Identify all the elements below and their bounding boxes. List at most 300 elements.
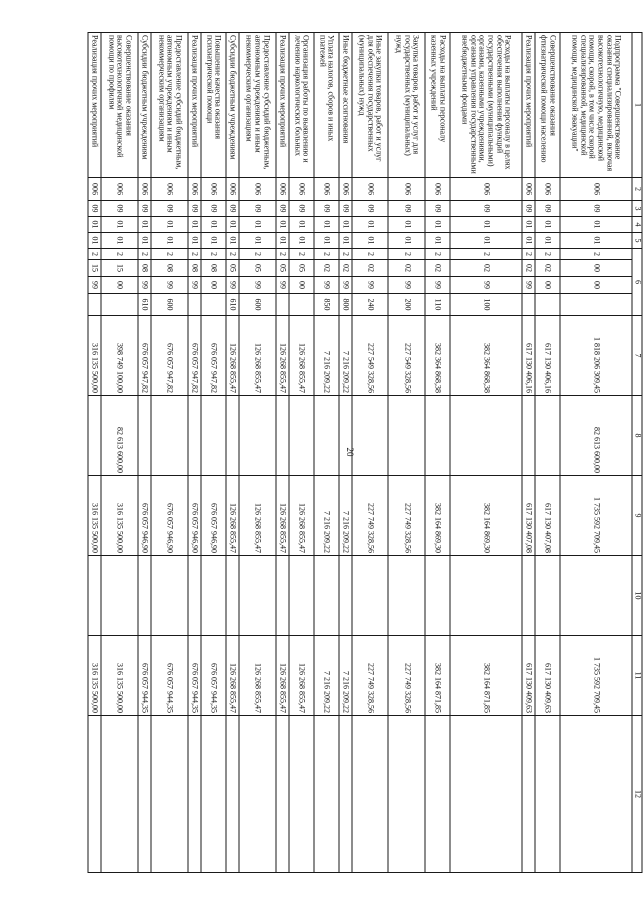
cell-target-code-part: 2 [226, 249, 239, 260]
cell-target-code-part: 99 [352, 277, 389, 294]
cell-ministry-code: 006 [188, 178, 201, 201]
cell-expense-type: 100 [450, 294, 522, 316]
cell-amount-11 [352, 556, 389, 636]
column-header: 2 [632, 178, 642, 201]
cell-section-code: 09 [138, 201, 151, 217]
cell-amount-9 [314, 396, 339, 476]
cell-amount-11 [450, 556, 522, 636]
cell-ministry-code: 006 [226, 178, 239, 201]
cell-amount-10: 676 057 946,90 [188, 476, 201, 556]
table-row [101, 33, 138, 873]
cell-amount-9: 82 613 600,00 [560, 396, 632, 476]
cell-expense-type [289, 294, 314, 316]
cell-expense-type: 600 [239, 294, 276, 316]
cell-amount-10: 7 216 209,22 [339, 476, 352, 556]
cell-target-code-part: 02 [535, 260, 560, 277]
cell-amount-12: 676 057 944,35 [138, 636, 151, 716]
cell-amount-13 [138, 716, 151, 873]
cell-target-code-part: 02 [339, 260, 352, 277]
cell-amount-11 [388, 556, 425, 636]
column-header: 7 [632, 316, 642, 396]
table-row [201, 33, 226, 873]
table-row [535, 33, 560, 873]
cell-amount-12: 126 268 855,47 [239, 636, 276, 716]
cell-amount-13 [560, 716, 632, 873]
cell-amount-12: 227 749 328,56 [388, 636, 425, 716]
cell-target-code-part: 2 [188, 249, 201, 260]
cell-expense-type: 110 [425, 294, 450, 316]
column-header: 5 [632, 233, 642, 249]
cell-target-code-part: 2 [560, 249, 632, 260]
cell-target-code-part: 02 [425, 260, 450, 277]
cell-amount-11 [88, 556, 101, 636]
cell-target-code-part: 99 [138, 277, 151, 294]
table-row [314, 33, 339, 873]
cell-target-code-part: 01 [88, 233, 101, 249]
cell-section-code: 09 [535, 201, 560, 217]
cell-amount-12: 126 268 855,47 [226, 636, 239, 716]
row-name: Реализация прочих мероприятий [88, 33, 101, 178]
row-name: Реализация прочих мероприятий [276, 33, 289, 178]
cell-target-code-part: 02 [388, 260, 425, 277]
cell-amount-9 [226, 396, 239, 476]
cell-target-code-part: 01 [314, 233, 339, 249]
cell-amount-9 [276, 396, 289, 476]
cell-target-code-part: 02 [314, 260, 339, 277]
cell-amount-13 [88, 716, 101, 873]
table-row [522, 33, 535, 873]
cell-amount-8: 676 057 947,82 [151, 316, 188, 396]
cell-section-code: 09 [339, 201, 352, 217]
cell-expense-type: 610 [226, 294, 239, 316]
cell-target-code-part: 99 [425, 277, 450, 294]
cell-amount-12: 676 057 944,35 [188, 636, 201, 716]
row-name: Совершенствование оказания фтизиатрической помощи населению [535, 33, 560, 178]
cell-amount-8: 676 057 947,82 [138, 316, 151, 396]
cell-subsection-code: 01 [88, 217, 101, 233]
cell-amount-10: 227 749 328,56 [352, 476, 389, 556]
cell-amount-11 [522, 556, 535, 636]
cell-target-code-part: 01 [201, 233, 226, 249]
cell-amount-10: 676 057 946,90 [151, 476, 188, 556]
cell-amount-10: 676 057 946,90 [138, 476, 151, 556]
cell-expense-type [535, 294, 560, 316]
cell-amount-10: 7 216 209,22 [314, 476, 339, 556]
cell-target-code-part: 01 [138, 233, 151, 249]
cell-ministry-code: 006 [522, 178, 535, 201]
row-name: Организация работы по выявлению и лечению наркологических больных [289, 33, 314, 178]
cell-target-code-part: 00 [560, 277, 632, 294]
cell-amount-10: 126 268 855,47 [226, 476, 239, 556]
row-name: Иные закупки товаров, работ и услуг для обеспечения государственных (муниципальных) нужд [352, 33, 389, 178]
cell-amount-13 [289, 716, 314, 873]
cell-target-code-part: 08 [201, 260, 226, 277]
cell-amount-12: 7 216 209,22 [314, 636, 339, 716]
column-header: 11 [632, 636, 642, 716]
cell-amount-11 [226, 556, 239, 636]
cell-section-code: 09 [239, 201, 276, 217]
budget-table [88, 32, 643, 873]
cell-target-code-part: 99 [522, 277, 535, 294]
cell-ministry-code: 006 [352, 178, 389, 201]
cell-amount-13 [101, 716, 138, 873]
cell-ministry-code: 006 [289, 178, 314, 201]
cell-target-code-part: 2 [201, 249, 226, 260]
cell-expense-type [101, 294, 138, 316]
cell-target-code-part: 01 [239, 233, 276, 249]
cell-amount-10: 382 164 869,30 [425, 476, 450, 556]
table-row [88, 33, 101, 873]
cell-amount-10: 617 130 407,08 [522, 476, 535, 556]
cell-target-code-part: 05 [239, 260, 276, 277]
cell-target-code-part: 00 [289, 277, 314, 294]
cell-amount-12: 617 130 409,63 [535, 636, 560, 716]
cell-section-code: 09 [450, 201, 522, 217]
cell-target-code-part: 2 [276, 249, 289, 260]
cell-amount-13 [239, 716, 276, 873]
cell-target-code-part: 02 [352, 260, 389, 277]
table-row [352, 33, 389, 873]
cell-section-code: 09 [151, 201, 188, 217]
cell-amount-12: 1 735 592 709,45 [560, 636, 632, 716]
cell-expense-type: 240 [352, 294, 389, 316]
cell-amount-13 [276, 716, 289, 873]
cell-ministry-code: 006 [239, 178, 276, 201]
cell-target-code-part: 08 [138, 260, 151, 277]
cell-subsection-code: 01 [101, 217, 138, 233]
cell-section-code: 09 [560, 201, 632, 217]
cell-amount-13 [535, 716, 560, 873]
cell-target-code-part: 2 [314, 249, 339, 260]
cell-amount-9 [425, 396, 450, 476]
table-row [339, 33, 352, 873]
cell-amount-9 [289, 396, 314, 476]
cell-amount-13 [188, 716, 201, 873]
cell-target-code-part: 01 [535, 233, 560, 249]
cell-amount-8: 126 268 855,47 [289, 316, 314, 396]
cell-amount-11 [314, 556, 339, 636]
cell-amount-8: 1 818 206 309,45 [560, 316, 632, 396]
cell-ministry-code: 006 [560, 178, 632, 201]
cell-amount-11 [339, 556, 352, 636]
cell-target-code-part: 01 [276, 233, 289, 249]
cell-amount-9 [88, 396, 101, 476]
cell-amount-12: 316 135 500,00 [101, 636, 138, 716]
cell-amount-11 [276, 556, 289, 636]
cell-amount-13 [201, 716, 226, 873]
cell-amount-11 [188, 556, 201, 636]
cell-amount-11 [239, 556, 276, 636]
cell-amount-9 [535, 396, 560, 476]
cell-amount-12: 382 164 871,85 [450, 636, 522, 716]
cell-amount-10: 126 268 855,47 [276, 476, 289, 556]
table-body [88, 33, 642, 873]
cell-target-code-part: 05 [276, 260, 289, 277]
cell-amount-8: 382 364 868,38 [425, 316, 450, 396]
cell-target-code-part: 2 [101, 249, 138, 260]
cell-subsection-code: 01 [226, 217, 239, 233]
column-header: 8 [632, 396, 642, 476]
cell-ministry-code: 006 [314, 178, 339, 201]
cell-amount-11 [151, 556, 188, 636]
cell-section-code: 09 [289, 201, 314, 217]
cell-target-code-part: 99 [276, 277, 289, 294]
cell-target-code-part: 02 [450, 260, 522, 277]
row-name: Повышение качества оказания психиатрической помощи [201, 33, 226, 178]
cell-target-code-part: 08 [188, 260, 201, 277]
row-name: Закупка товаров, работ и услуг для государственных (муниципальных) нужд [388, 33, 425, 178]
cell-ministry-code: 006 [450, 178, 522, 201]
cell-amount-9 [450, 396, 522, 476]
cell-target-code-part: 01 [151, 233, 188, 249]
cell-amount-10: 382 164 869,30 [450, 476, 522, 556]
cell-amount-9 [138, 396, 151, 476]
row-name: Расходы на выплаты персоналу казенных учреждений [425, 33, 450, 178]
cell-amount-8: 227 549 328,56 [352, 316, 389, 396]
cell-subsection-code: 01 [201, 217, 226, 233]
row-name: Предоставление субсидий бюджетным, автономным учреждениям и иным некоммерческим организациям [151, 33, 188, 178]
cell-amount-8: 676 057 947,82 [188, 316, 201, 396]
cell-ministry-code: 006 [101, 178, 138, 201]
cell-amount-12: 617 130 409,63 [522, 636, 535, 716]
cell-amount-13 [314, 716, 339, 873]
cell-amount-8: 126 268 855,47 [276, 316, 289, 396]
budget-table-rotated [88, 32, 643, 872]
cell-amount-8: 7 216 209,22 [339, 316, 352, 396]
cell-target-code-part: 2 [88, 249, 101, 260]
row-name: Уплата налогов, сборов и иных платежей [314, 33, 339, 178]
column-header: 3 [632, 201, 642, 217]
cell-target-code-part: 02 [522, 260, 535, 277]
cell-target-code-part: 2 [289, 249, 314, 260]
cell-ministry-code: 006 [388, 178, 425, 201]
cell-amount-10: 676 057 946,90 [201, 476, 226, 556]
cell-target-code-part: 2 [352, 249, 389, 260]
table-row [425, 33, 450, 873]
cell-target-code-part: 00 [201, 277, 226, 294]
cell-amount-8: 617 130 406,16 [522, 316, 535, 396]
cell-amount-8: 227 549 328,56 [388, 316, 425, 396]
cell-subsection-code: 01 [151, 217, 188, 233]
cell-target-code-part: 2 [522, 249, 535, 260]
cell-target-code-part: 15 [88, 260, 101, 277]
cell-amount-8: 7 216 209,22 [314, 316, 339, 396]
row-name: Предоставление субсидий бюджетным, автономным учреждениям и иным некоммерческим организациям [239, 33, 276, 178]
cell-amount-13 [151, 716, 188, 873]
cell-subsection-code: 01 [450, 217, 522, 233]
cell-amount-8: 676 057 947,82 [201, 316, 226, 396]
cell-amount-9 [352, 396, 389, 476]
cell-target-code-part: 99 [188, 277, 201, 294]
row-name: Иные бюджетные ассигнования [339, 33, 352, 178]
cell-amount-8: 617 130 406,16 [535, 316, 560, 396]
cell-amount-9 [239, 396, 276, 476]
column-header: 4 [632, 217, 642, 233]
cell-amount-12: 676 057 944,35 [201, 636, 226, 716]
table-row [276, 33, 289, 873]
cell-target-code-part: 01 [425, 233, 450, 249]
cell-target-code-part: 99 [450, 277, 522, 294]
table-row [560, 33, 632, 873]
column-header: 10 [632, 556, 642, 636]
cell-section-code: 09 [226, 201, 239, 217]
cell-target-code-part: 99 [239, 277, 276, 294]
header-row [632, 33, 642, 873]
cell-ministry-code: 006 [88, 178, 101, 201]
table-row [226, 33, 239, 873]
cell-subsection-code: 01 [352, 217, 389, 233]
cell-expense-type: 850 [314, 294, 339, 316]
cell-expense-type [201, 294, 226, 316]
cell-amount-11 [138, 556, 151, 636]
cell-expense-type [188, 294, 201, 316]
cell-expense-type: 600 [151, 294, 188, 316]
column-header: 12 [632, 716, 642, 873]
row-name: Субсидии бюджетным учреждениям [226, 33, 239, 178]
cell-amount-9 [522, 396, 535, 476]
cell-target-code-part: 00 [535, 277, 560, 294]
cell-subsection-code: 01 [522, 217, 535, 233]
cell-ministry-code: 006 [201, 178, 226, 201]
cell-target-code-part: 01 [560, 233, 632, 249]
cell-section-code: 09 [276, 201, 289, 217]
cell-target-code-part: 2 [151, 249, 188, 260]
cell-target-code-part: 99 [151, 277, 188, 294]
cell-section-code: 09 [188, 201, 201, 217]
cell-target-code-part: 01 [339, 233, 352, 249]
table-row [289, 33, 314, 873]
cell-section-code: 09 [314, 201, 339, 217]
cell-expense-type [88, 294, 101, 316]
cell-target-code-part: 15 [101, 260, 138, 277]
cell-target-code-part: 99 [339, 277, 352, 294]
cell-subsection-code: 01 [425, 217, 450, 233]
cell-amount-12: 7 216 209,22 [339, 636, 352, 716]
cell-amount-13 [450, 716, 522, 873]
cell-amount-10: 316 135 500,00 [88, 476, 101, 556]
cell-amount-10: 617 130 407,08 [535, 476, 560, 556]
cell-expense-type: 800 [339, 294, 352, 316]
cell-section-code: 09 [201, 201, 226, 217]
cell-target-code-part: 01 [522, 233, 535, 249]
column-header: 1 [632, 33, 642, 178]
cell-amount-8: 316 135 500,00 [88, 316, 101, 396]
cell-target-code-part: 99 [88, 277, 101, 294]
table-row [450, 33, 522, 873]
cell-amount-9 [339, 396, 352, 476]
cell-ministry-code: 006 [339, 178, 352, 201]
cell-target-code-part: 01 [450, 233, 522, 249]
cell-amount-11 [425, 556, 450, 636]
cell-target-code-part: 2 [388, 249, 425, 260]
cell-ministry-code: 006 [138, 178, 151, 201]
cell-subsection-code: 01 [339, 217, 352, 233]
cell-ministry-code: 006 [151, 178, 188, 201]
cell-amount-10: 126 268 855,47 [289, 476, 314, 556]
cell-amount-13 [352, 716, 389, 873]
cell-amount-8: 398 749 100,00 [101, 316, 138, 396]
row-name: Реализация прочих мероприятий [188, 33, 201, 178]
cell-amount-8: 126 268 855,47 [239, 316, 276, 396]
cell-target-code-part: 00 [560, 260, 632, 277]
cell-amount-13 [339, 716, 352, 873]
cell-subsection-code: 01 [239, 217, 276, 233]
cell-target-code-part: 99 [226, 277, 239, 294]
cell-amount-10: 126 268 855,47 [239, 476, 276, 556]
cell-amount-13 [522, 716, 535, 873]
row-name: Реализация прочих мероприятий [522, 33, 535, 178]
cell-target-code-part: 2 [535, 249, 560, 260]
row-name: Расходы на выплаты персоналу в целях обеспечения выполнения функций государственными (муниципальными) органами, казенными учреждениями, органами управления государственными внебюджетными фондами [450, 33, 522, 178]
cell-target-code-part: 99 [388, 277, 425, 294]
cell-target-code-part: 2 [425, 249, 450, 260]
cell-subsection-code: 01 [314, 217, 339, 233]
cell-target-code-part: 2 [138, 249, 151, 260]
cell-amount-13 [388, 716, 425, 873]
cell-expense-type [522, 294, 535, 316]
cell-amount-9: 82 613 600,00 [101, 396, 138, 476]
cell-expense-type [276, 294, 289, 316]
cell-target-code-part: 2 [339, 249, 352, 260]
cell-target-code-part: 01 [226, 233, 239, 249]
cell-amount-12: 126 268 855,47 [276, 636, 289, 716]
cell-target-code-part: 08 [151, 260, 188, 277]
cell-section-code: 09 [522, 201, 535, 217]
cell-amount-12: 382 164 871,85 [425, 636, 450, 716]
cell-target-code-part: 01 [352, 233, 389, 249]
table-row [138, 33, 151, 873]
cell-amount-10: 1 735 592 709,45 [560, 476, 632, 556]
cell-amount-11 [289, 556, 314, 636]
cell-subsection-code: 01 [188, 217, 201, 233]
row-name: Совершенствование оказания высокотехнологичной медицинской помощи по профилям [101, 33, 138, 178]
cell-target-code-part: 99 [314, 277, 339, 294]
cell-ministry-code: 006 [425, 178, 450, 201]
cell-amount-9 [388, 396, 425, 476]
cell-amount-9 [201, 396, 226, 476]
cell-amount-11 [201, 556, 226, 636]
cell-subsection-code: 01 [535, 217, 560, 233]
cell-subsection-code: 01 [388, 217, 425, 233]
cell-section-code: 09 [101, 201, 138, 217]
cell-target-code-part: 01 [101, 233, 138, 249]
cell-amount-13 [226, 716, 239, 873]
cell-amount-10: 227 749 328,56 [388, 476, 425, 556]
cell-subsection-code: 01 [138, 217, 151, 233]
cell-target-code-part: 01 [188, 233, 201, 249]
column-header: 9 [632, 476, 642, 556]
cell-amount-9 [188, 396, 201, 476]
cell-subsection-code: 01 [289, 217, 314, 233]
cell-amount-11 [101, 556, 138, 636]
cell-target-code-part: 01 [388, 233, 425, 249]
cell-section-code: 09 [388, 201, 425, 217]
cell-section-code: 09 [425, 201, 450, 217]
cell-amount-11 [535, 556, 560, 636]
page-number: 20 [345, 447, 355, 457]
cell-subsection-code: 01 [560, 217, 632, 233]
cell-ministry-code: 006 [276, 178, 289, 201]
row-name: Подпрограмма "Совершенствование оказания специализированной, включая высокотехнологичную, медицинской помощи, скорой, в том числе скорой специализированной, медицинской помощи, медицинской эвакуации" [560, 33, 632, 178]
cell-amount-9 [151, 396, 188, 476]
cell-ministry-code: 006 [535, 178, 560, 201]
cell-section-code: 09 [88, 201, 101, 217]
cell-amount-12: 126 268 855,47 [289, 636, 314, 716]
cell-amount-11 [560, 556, 632, 636]
table-row [239, 33, 276, 873]
cell-amount-8: 382 364 868,38 [450, 316, 522, 396]
cell-target-code-part: 01 [289, 233, 314, 249]
